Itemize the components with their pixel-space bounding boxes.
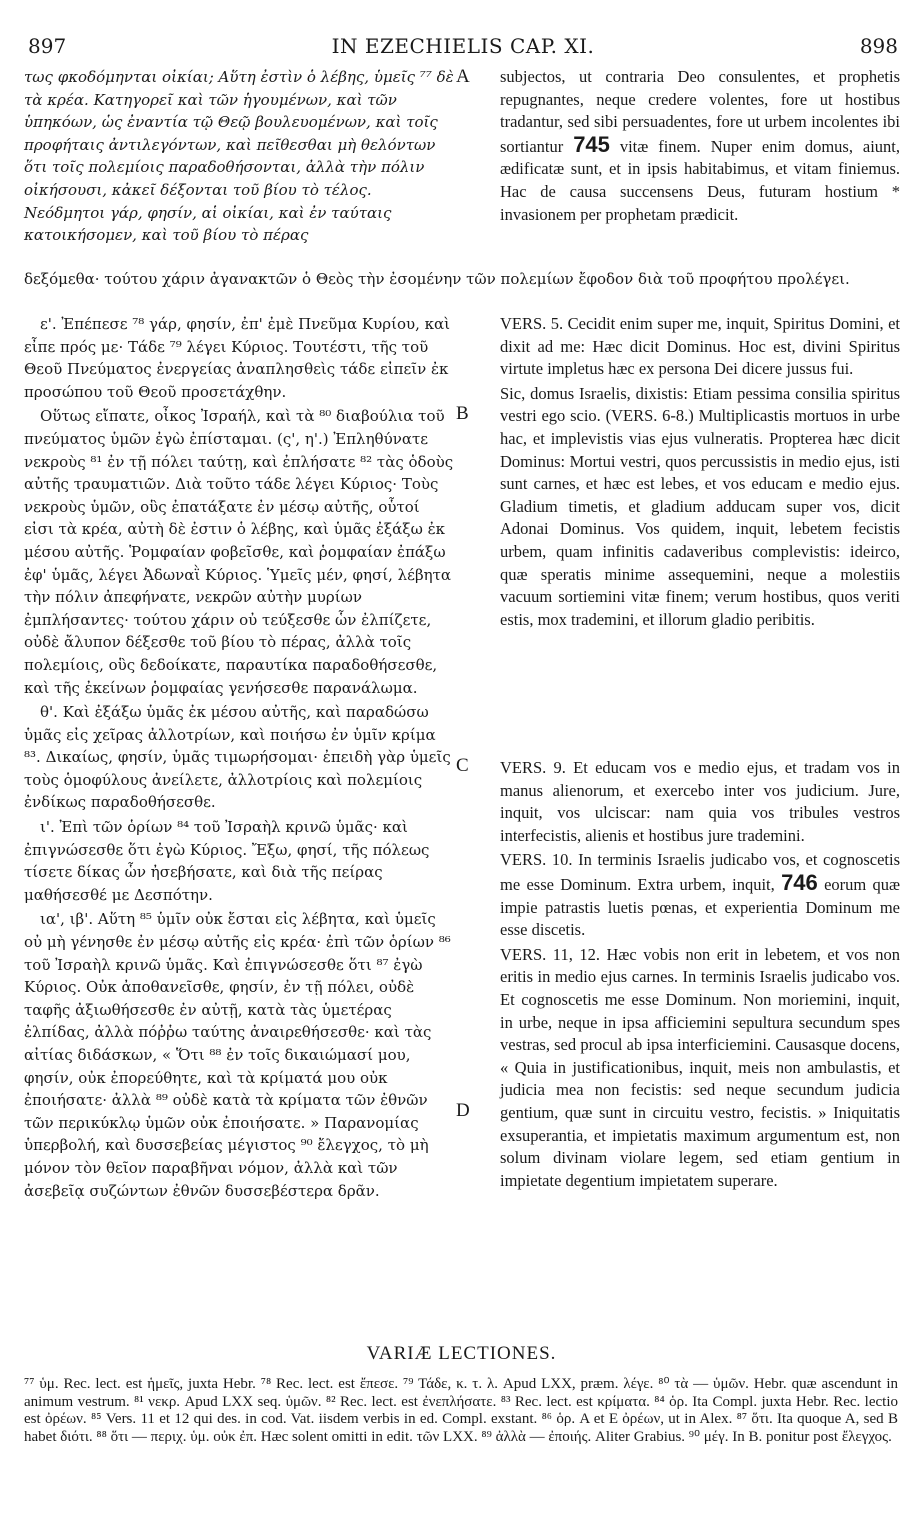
latin-paragraph bbox=[500, 66, 900, 226]
latin-text: eorum quæ impie patrastis luetis pœnas, et experientia Dominum me esse discetis. bbox=[500, 874, 901, 940]
footnotes bbox=[24, 1376, 898, 1446]
greek-paragraph: ε'. Ἐπέπεσε ⁷⁸ γάρ, φησίν, ἐπ' ἐμὲ Πνεῦμα Κυρίου, καὶ εἶπε πρός με· Τάδε ⁷⁹ λέγει Κύριος. Τουτέστι, τῆς τοῦ Θεοῦ Πνεύματος ἐνεργείας ἀναπλησθεὶς τάδε εἰπεῖν ἐκ προσώπου τοῦ Θεοῦ προσετάχθην. bbox=[24, 315, 451, 401]
greek-paragraph: τως φκοδόμηνται οἰκίαι; Αὕτη ἐστὶν ὁ λέβης, ὑμεῖς ⁷⁷ δὲ τὰ κρέα. Κατηγορεῖ καὶ τῶν ἡγουμένων, καὶ τῶν ὑπηκόων, ὡς ἐναντία τῷ Θεῷ βουλευομένων, καὶ τοῖς προφήταις ἀντιλεγόντων, καὶ πεῖθεσθαι μὴ θελόντων ὅτι τοῖς πολεμίοις παραδοθήσονται, ἀλλὰ τὴν πόλιν οἰκήσουσι, κἀκεῖ δέξονται τοῦ βίου τὸ τέλος. Νεόδμητοι γάρ, φησίν, αἱ οἰκίαι, καὶ ἐν ταύταις κατοικήσομεν, καὶ τοῦ βίου τὸ πέρας bbox=[24, 68, 454, 245]
column-number: 746 bbox=[781, 869, 818, 895]
page-title: IN EZECHIELIS CAP. XI. bbox=[331, 34, 595, 58]
latin-text: vitæ finem. Nuper enim domus, aiunt, ædificatæ sunt, et in ipsis habitabimus, et vitam finiemus. Hac de causa succensens Deus, futuram hostium * invasionem per prophetam prædicit. bbox=[500, 136, 901, 224]
latin-column-lower-2 bbox=[500, 757, 900, 1192]
margin-letter-a: A bbox=[456, 66, 470, 87]
latin-column-lower bbox=[500, 313, 900, 631]
greek-paragraph: Οὕτως εἴπατε, οἶκος Ἰσραήλ, καὶ τὰ ⁸⁰ διαβούλια τοῦ πνεύματος ὑμῶν ἐγὼ ἐπίσταμαι. (ς', η'.) Ἐπληθύνατε νεκροὺς ⁸¹ ἐν τῇ πόλει ταύτῃ, καὶ ἐπλήσατε ⁸² τὰς ὁδοὺς αὐτῆς τραυματιῶν. Διὰ τοῦτο τάδε λέγει Κύριος· Τοὺς νεκροὺς ὑμῶν, οὓς ἐπατάξατε ἐν μέσῳ αὐτῆς, οὗτοί εἰσι τὰ κρέα, αὐτὴ δὲ ἐστιν ὁ λέβης, καὶ ὑμᾶς ἐξάξω ἐκ μέσου αὐτῆς. Ῥομφαίαν φοβεῖσθε, καὶ ῥομφαίαν ἐπάξω ἐφ' ὑμᾶς, λέγει Ἀδωναῒ Κύριος. Ὑμεῖς μέν, φησί, λέβητα τὴν πόλιν ἀπεφήνατε, νεκρῶν αὐτὴν μυρίων ἐμπλήσαντες· τούτου χάριν οὐ τεύξεσθε ὧν ἐλπίζετε, οὐδὲ ἄλυπον δέξεσθε τοῦ βίου τὸ πέρας, ἀλλὰ τοῖς πολεμίοις, οὓς δεδοίκατε, παραυτίκα παραδοθήσεσθε, καὶ τῆς ἐκείνων ῥομφαίας γενήσεσθε παρανάλωμα. bbox=[24, 407, 454, 697]
margin-letter-b: B bbox=[456, 403, 469, 424]
variae-lectiones-title: VARIÆ LECTIONES. bbox=[366, 1343, 557, 1364]
latin-paragraph bbox=[500, 849, 900, 941]
greek-column bbox=[24, 66, 454, 247]
page-header bbox=[28, 34, 898, 60]
latin-column bbox=[500, 66, 900, 226]
margin-letter-d: D bbox=[456, 1100, 470, 1121]
latin-paragraph: VERS. 9. Et educam vos e medio ejus, et tradam vos in manus alienorum, et exercebo inter vos judicium. Jure, inquit, vos ulciscar: nam quia vos tribules vestros interfecistis, alienis et hostibus jure trademini. bbox=[500, 758, 900, 845]
greek-paragraph: ι'. Ἐπὶ τῶν ὁρίων ⁸⁴ τοῦ Ἰσραὴλ κρινῶ ὑμᾶς· καὶ ἐπιγνώσεσθε ὅτι ἐγὼ Κύριος. Ἔξω, φησί, τῆς πόλεως τίσετε δίκας ὧν ἠσεβήσατε, καὶ διὰ τῆς πείρας μαθήσεσθέ με Δεσπότην. bbox=[24, 818, 430, 904]
greek-paragraph: θ'. Καὶ ἐξάξω ὑμᾶς ἐκ μέσου αὐτῆς, καὶ παραδώσω ὑμᾶς εἰς χεῖρας ἀλλοτρίων, καὶ ποιήσω ἐν ὑμῖν κρίμα ⁸³. Δικαίως, φησίν, ὑμᾶς τιμωρήσομαι· ἐπειδὴ γὰρ ὑμεῖς τοὺς ὁμοφύλους ἀνείλετε, ἀλλοτρίοις καὶ πολεμίοις ἐνδίκως παραδοθήσεσθε. bbox=[24, 703, 451, 812]
greek-column-lower bbox=[24, 313, 454, 1202]
latin-text: VERS. 10. In terminis Israelis judicabo vos, et cognoscetis me esse Dominum. Extra urbem, inquit, bbox=[500, 850, 900, 894]
latin-text: subjectos, ut contraria Deo consulentes, et prophetis repugnantes, neque credere volentes, fore ut hostibus tradantur, sed sibi persuadentes, fore ut urbem incolentes ibi sortiantur bbox=[500, 67, 900, 156]
footnote-text: ⁷⁷ ὑμ. Rec. lect. est ἡμεῖς, juxta Hebr. ⁷⁸ Rec. lect. est ἔπεσε. ⁷⁹ Τάδε, κ. τ. λ. Apud LXX, præm. λέγε. ⁸⁰ τὰ — ὑμῶν. Hebr. quæ ascendunt in animum vestrum. ⁸¹ νεκρ. Apud LXX seq. ὑμῶν. ⁸² Rec. lect. est ἐνεπλήσατε. ⁸³ Rec. lect. est κρίματα. ⁸⁴ ὁρ. Ita Compl. juxta Hebr. Rec. lectio est ὀρέων. ⁸⁵ Vers. 11 et 12 qui des. in cod. Vat. iisdem verbis in ed. Compl. exstant. ⁸⁶ ὁρ. A et E ὀρέων, ut in Alex. ⁸⁷ ὅτι. Ita quoque A, sed B habet διότι. ⁸⁸ ὅτι — περιχ. ὑμ. οὐκ ἐπ. Hæc solent omitti in edit. τῶν LXX. ⁸⁹ ἀλλὰ — ἐποιής. Aliter Grabius. ⁹⁰ μέγ. In B. ponitur post ἔλεγχος. bbox=[24, 1376, 898, 1445]
greek-paragraph: ια', ιβ'. Αὕτη ⁸⁵ ὑμῖν οὐκ ἔσται εἰς λέβητα, καὶ ὑμεῖς οὐ μὴ γένησθε ἐν μέσῳ αὐτῆς εἰς κρέα· ἐπὶ τῶν ὁρίων ⁸⁶ τοῦ Ἰσραὴλ κρινῶ ὑμᾶς. Καὶ ἐπιγνώσεσθε ὅτι ⁸⁷ ἐγὼ Κύριος. Οὐκ ἀποθανεῖσθε, φησίν, ἐν τῇ πόλει, οὐδὲ ταφῆς ἀξιωθήσεσθε ἐν αὐτῇ, κατὰ τὰς ὑμετέρας ἐλπίδας, ἀλλὰ πόῤῥω ταύτης ἀναιρεθήσεσθε· καὶ τὰς αἰτίας διδάσκων, « Ὅτι ⁸⁸ ἐν τοῖς δικαιώμασί μου, φησίν, οὐκ ἐπορεύθητε, καὶ τὰ κρίματά μου οὐκ ἐποιήσατε· ἀλλὰ ⁸⁹ οὐδὲ κατὰ τὰ κρίματα τῶν ἐθνῶν τῶν περικύκλῳ ὑμῶν οὐκ ἐποιήσατε. » Παρανομίας ὑπερβολή, καὶ δυσσεβείας μέγιστος ⁹⁰ ἔλεγχος, τὸ μὴ μόνον τὸν θεῖον παραβῆναι νόμον, ἀλλὰ καὶ τῶν ἀσεβεῖᾳ συζώντων ἐθνῶν δυσσεβέστερα δρᾶν. bbox=[24, 910, 451, 1200]
latin-paragraph: Sic, domus Israelis, dixistis: Etiam pessima consilia spiritus vestri ego scio. (VERS. 6-8.) Multiplicastis mortuos in urbe hac, et implevistis vias ejus vulneratis. Propterea hæc dicit Dominus: Mortui vestri, quos percussistis in medio ejus, isti sunt carnes, et hæc est lebes, et vos educam e medio ejus. Gladium timetis, et gladium adducam super vos, dicit Adonai Dominus. Vos quidem, inquit, lebetem fecistis urbem, quam infinitis cadaveribus complevistis: ideirco, quæ speratis minime assequemini, neque a molestiis vacuum sortiemini vitæ finem; verum hostibus, quos veriti estis, mox trademini, et illorum gladio peribitis. bbox=[500, 383, 900, 629]
latin-paragraph: VERS. 5. Cecidit enim super me, inquit, Spiritus Domini, et dixit ad me: Hæc dicit Dominus. Hoc est, divini Spiritus virtute impletus hæc ex persona Dei dicere jussus fui. bbox=[500, 314, 900, 379]
greek-full-width-line: δεξόμεθα· τούτου χάριν ἀγανακτῶν ὁ Θεὸς τὴν ἐσομένην τῶν πολεμίων ἔφοδον διὰ τοῦ προφήτου προλέγει. bbox=[24, 270, 850, 288]
page-number-right: 898 bbox=[859, 34, 898, 58]
page-number-left: 897 bbox=[28, 34, 67, 58]
margin-letter-c: C bbox=[456, 755, 469, 776]
column-number: 745 bbox=[573, 131, 610, 157]
latin-paragraph: VERS. 11, 12. Hæc vobis non erit in lebetem, et vos non eritis in medio ejus carnes. In terminis Israelis judicabo vos. Et cognoscetis me esse Dominum. Non moriemini, inquit, in urbe, neque in ipsa afficiemini sepultura secundum spes vestras, sed procul ab ipsa interficiemini. Causasque docens, « Quia in justificationibus, inquit, meis non ambulastis, et judicia mea non fecistis: sed neque secundum judicia gentium, quæ sunt in circuitu vestro, fecistis. » Iniquitatis exsuperantia, et impietatis maximum argumentum est, non solum divinam violare legem, sed etiam gentium in impietate degentium impietatem superare. bbox=[500, 944, 900, 1190]
